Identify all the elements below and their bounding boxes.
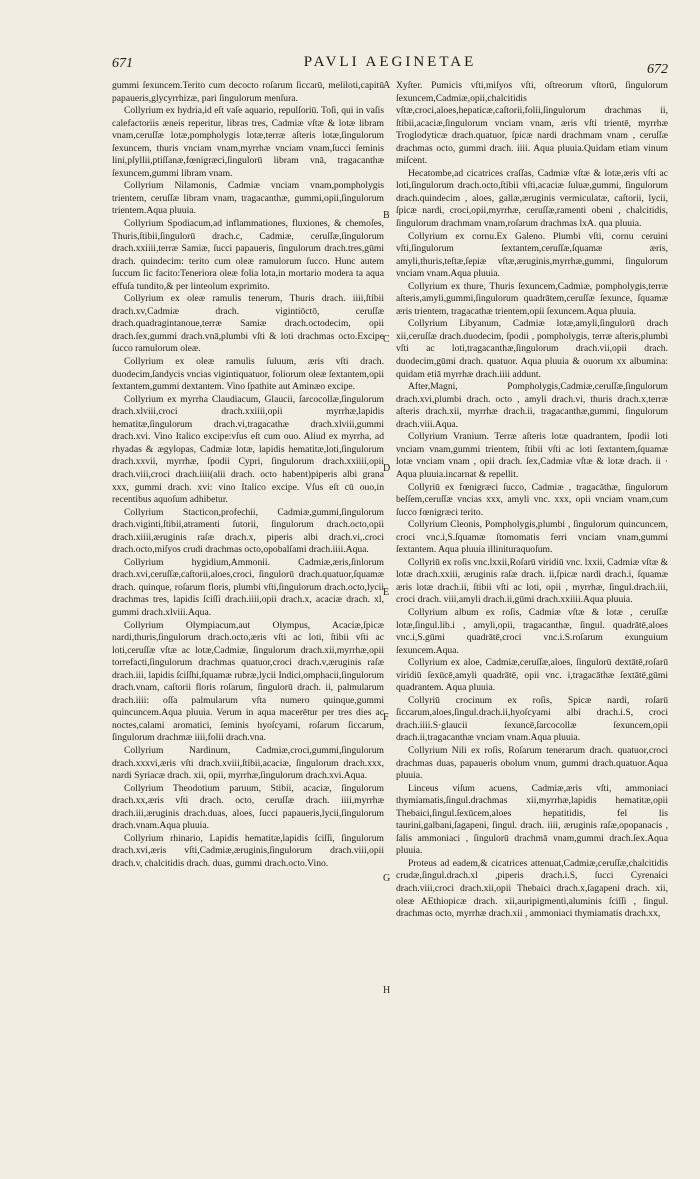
- margin-letter-b: B: [383, 210, 390, 221]
- margin-letters: [383, 80, 395, 1080]
- paragraph: Collyrium Vranium. Terræ aſteris lotæ quadrantem, ſpodii loti vnciam vnam,gummi trientem, ſtibii vſti ac loti ſextantem,ſquamæ lotæ vnciam vnam , opii drach. ſex,Cadmiæ vſtæ & lotæ drach. ii · Aqua pluuia.incarnat & repellit.: [396, 431, 668, 480]
- paragraph: Collyrium Nilamonis, Cadmiæ vnciam vnam,pompholygis trientem, ceruſſæ libram vnam, tragacanthæ, gummi,opii,ſingulorum trientem.Aqua pluuia.: [112, 180, 384, 217]
- paragraph: Collyrium Nili ex roſis, Roſarum tenerarum drach. quatuor,croci drachmas duas, papaueris obolum vnum, gummi drach.quatuor.Aqua pluuia.: [396, 744, 668, 782]
- paragraph: Collyrium hygidium,Ammonii. Cadmiæ,æris,ſinlorum drach.xvi,ceruſſæ,caſtorii,aloes,croci, ſingulorū drach.quatuor,ſquamæ drach. quinque, roſarum floris, plumbi vſti,ſingulorum drach.octo,lycii drachmas tres, lapidis ſciſſi drach.iiii,opii drach.x, acaciæ drach. xl, gummi drach.xlviii.Aqua.: [112, 556, 384, 618]
- margin-letter-g: G: [383, 873, 391, 884]
- paragraph: Xyſter. Pumicis vſti,miſyos vſti, oſtreorum vſtorū, ſingulorum ſexuncem,Cadmiæ,opii,chalcitidis vſtæ,croci,aloes,hepaticæ,caſtorii,folii,ſingulorum drachmas ii, ſtibii,acaciæ,ſingulorum vnciam vnam, æris vſti trientē, myrrhæ Troglodyticæ drach.quatuor, ſpicæ nardi drachmam vnam , ceruſſæ drachmas octo, gummi drach. iiii. Aqua pluuia.Quidam etiam vinum miſcent.: [396, 80, 668, 167]
- paragraph: Linceus viſum acuens, Cadmiæ,æris vſti, ammoniaci thymiamatis,ſingul.drachmas xii,myrrhæ,lapidis hematitæ,opii Thebaici,ſingul.ſexūcem,aloes hepatitidis, fel lis taurini,galbani,ſagapeni, ſingul. drach. iiii, æruginis raſæ,opopanacis , ſalis ammoniaci , ſingulorū drachmā vnam,gummi drach.ſex.Aqua pluuia.: [396, 782, 668, 857]
- paragraph: Collyrium ex oleæ ramulis tenerum, Thuris drach. iiii,ſtibii drach.xv,Cadmiæ drach. vigintiōctō, ceruſſæ drach.quadragintanoue,terræ Samiæ drach.octodecim, opii drach.ſex,gummi drach.vnā,plumbi vſti & loti drachmas octo.Excipe ſucco ramulorum oleæ.: [112, 293, 384, 355]
- paragraph: Collyrium Spodiacum,ad inflammationes, fluxiones, & chemoſes, Thuris,ſtibii,ſingulorū drach.c, Cadmiæ, ceruſſæ,ſingulorum drach.xxiiii,terræ Samiæ, ſucci papaueris, ſingulorum drach.tres,gūmi drach. quindecim: terito cum oleæ ramulorum ſucco. Hunc autem ſuccum ſic facito:Teneriora oleæ folia lota,in mortario modera ta aqua effuſa tundito,& per linteolum exprimito.: [112, 218, 384, 292]
- paragraph: Collyrium Stacticon,profechii, Cadmiæ,gummi,ſingulorum drach.viginti,ſtibii,atramenti ſutorii, ſingulorum drach.octo,opii drach.xiiii,æruginis raſæ drach.x, piperis albi drach.vi,.croci drach.octo,miſyos crudi drachmas octo,opobalſami drach.iiii.Aqua.: [112, 506, 384, 556]
- margin-letter-h: H: [383, 985, 391, 996]
- paragraph: Collyrium Nardinum, Cadmiæ,croci,gummi,ſingulorum drach.xxxvi,æris vſti drach.xviii,ſtibii,acaciæ, ſingulorum drach.xxx, nardi Syriacæ drach. xii, opii, myrrhæ,ſingulorum drach.xvi.Aqua.: [112, 744, 384, 782]
- paragraph: Collyrium Cleonis, Pompholygis,plumbi , ſingulorum quincuncem, croci vnc.i,S.ſquamæ ſtomomatis ferri vnciam vnam,gummi ſextantem. Aqua pluuia illinituraquoſum.: [396, 519, 668, 556]
- margin-letter-c: C: [383, 334, 390, 345]
- paragraph: Collyrium ex oleæ ramulis ſuluum, æris vſti drach. duodecim,ſandycis vncias vigintiquatuor, foliorum oleæ ſextantem,opii ſextantem,gummi dextantem. Vino ſpathite aut Aminæo excipe.: [112, 356, 384, 393]
- left-column: [112, 80, 384, 1080]
- paragraph: Collyrium Libyanum, Cadmiæ lotæ,amyli,ſingulorū drach xii,ceruſſæ drach.duodecim, ſpodii , pompholygis, terræ aſteris,plumbi vſti ac loti,tragacanthæ,ſingulorum drach.vii,opii drach. duodecim,gūmi drach. quatuor. Aqua pluuia & ouorum xx albumina: quidam etiā myrrhæ drach.iiii addunt.: [396, 318, 668, 380]
- folio-left: 671: [112, 56, 133, 71]
- margin-letter-a: A: [383, 80, 391, 91]
- paragraph: Collyrium ex thure, Thuris ſexuncem,Cadmiæ, pompholygis,terræ aſteris,amyli,gummi,ſingulorum quadrātem,ceruſſæ ſexunce, ſquamæ æris trientem, tragacathæ trientem,opii ſexuncem.Aqua pluuia.: [396, 280, 668, 317]
- page-header: [112, 54, 668, 76]
- margin-letter-f: F: [383, 712, 389, 723]
- paragraph: gummi ſexuncem.Terito cum decocto roſarum ſiccarū, meliloti,capitū papaueris,glycyrrhizæ, pari ſingulorum menſura.: [112, 80, 384, 104]
- margin-letter-d: D: [383, 463, 391, 474]
- paragraph: Collyrium album ex roſis, Cadmiæ vſtæ & lotæ , ceruſſæ lotæ,ſingul.lib.i , amyli,opii, tragacanthæ, ſingul. quadrātē,aloes vnc.i,S.gūmi quadrātē,croci vnc.i.S.roſarum exunguium ſexuncem.Aqua.: [396, 606, 668, 656]
- paragraph: Collyrium ex cornu.Ex Galeno. Plumbi vſti, cornu ceruini vſti,ſingulorum ſextantem,ceruſſæ,ſquamæ æris, amyli,thuris,teſtæ,ſepiæ vſtæ,æruginis,myrrhæ,gummi, ſingulorum vnciam vnam.Aqua pluuia.: [396, 230, 668, 280]
- paragraph: Collyrium rhinario, Lapidis hematitæ,lapidis ſciſſi, ſingulorum drach.xvi,æris vſti,Cadmiæ,æruginis,ſingulorum drach.viii,opii drach.v, chalcitidis drach. duas, gummi drach.octo.Vino.: [112, 832, 384, 869]
- right-column: [396, 80, 668, 1080]
- paragraph: Collyriū ex roſis vnc.lxxii,Roſarū viridiū vnc. lxxii, Cadmiæ vſtæ & lotæ drach.xxiii, æruginis raſæ drach. ii,ſpicæ nardi drach.i, ſquamæ æris lotæ drach.ii, ſtibii vſti ac loti, opii , myrrhæ, ſingul.drach.iii, croci drach. viii,amyli drach.ii,gūmi drach.xxiiii.Aqua pluuia.: [396, 556, 668, 606]
- paragraph: Collyrium Olympiacum,aut Olympus, Acaciæ,ſpicæ nardi,thuris,ſingulorum drach.octo,æris vſti ac loti, ſtibii vſti ac loti,ceruſſæ vſtæ ac lotæ,Cadmiæ, ſingulorum drach.xii,myrrhæ,opii torrefacti,ſingulorum drachmas quatuor,croci drach.v,æruginis raſæ drach.iii, lapidis ſciſſhi,ſquamæ rubræ,lycii Indici,omphacii,ſingulorum drach.vnam, caſtorii floris roſarum, ſingulorū drach. ii, palmularum drach.iiii: oſſa palmularum vſta numero quinque,gummi quincuncem.Aqua pluuia. Verum in aqua macerētur per tres dies ac noctes,calami aromatici, ſeminis hyoſcyami, roſarum ſiccarum, ſingulorum drachmæ iiii,folii drach.vna.: [112, 619, 384, 744]
- paragraph: Collyrium ex myrrha Claudiacum, Glaucii, ſarcocollæ,ſingulorum drach.xlviii,croci drach.xxiiii,opii myrrhæ,lapidis hematitæ,ſingulorum drach.vi,tragacathæ drach.xlviii,gummi drach.xvi. Vino Italico excipe:vſus eſt cum ouo. Aliud ex myrrha, ad rhyadas & ægylopas, Cadmiæ lotæ, lapidis hematitæ,loti,ſingulorum drach.xxvii, myrrhæ, ſpodii Cypri, ſingulorum drach.xxiiii,opii drach.viii,croci drach.iiii(alii drach. octo habent)piperis albi grana xxx, gummi drach. xvi: vino Italico excipe. Vſus eſt cū ouo,in recentibus aquoſum adhibetur.: [112, 393, 384, 506]
- running-title: PAVLI AEGINETAE: [303, 54, 477, 70]
- paragraph: Collyrium ex aloe, Cadmiæ,ceruſſæ,aloes, ſingulorū dextātē,roſarū viridiū ſexūcē,amyli quadrātē, opii vnc. i,tragacāthæ ſextātē,gūmi quadrantem. Aqua pluuia.: [396, 657, 668, 694]
- paragraph: Collyrium Theodotium paruum, Stibii, acaciæ, ſingulorum drach.xx,æris vſti drach. octo, ceruſſæ drach. iiii,myrrhæ drach.iii,æruginis drach.duas, aloes, ſucci papaueris,lycii,ſingulorum drach.vnam.Aqua pluuia.: [112, 782, 384, 832]
- paragraph: After,Magni, Pompholygis,Cadmiæ,ceruſſæ,ſingulorum drach.xvi,plumbi drach. octo , amyli drach.vi, thuris drach.x,terræ aſteris drach.xii, myrrhæ drach.ii, tragacanthæ,gummi, ſingulorum drach.viii.Aqua.: [396, 381, 668, 430]
- paragraph: Collyrium ex hydria,id eſt vaſe aquario, repulſoriū. Toſi, qui in vaſis calefactoriis æneis reperitur, libras tres, Cadmiæ vſtæ & lotæ libram vnam,ceruſſæ lotæ,pompholygis lotæ,terræ aſteris lotæ,ſingulorum ſexuncem, thuris vnciam vnam,myrrhæ vnciam vnam,ſucci ſeminis lini,pſyllii,ptiſſanæ,fœnigræci,ſingulorū libram vnā, tragacanthæ ſexuncem,gummi libram vnam.: [112, 105, 384, 179]
- paragraph: Collyriū crocinum ex roſis, Spicæ nardi, roſarū ſiccarum,aloes,ſingul.drach.ii,hyoſcyami albi drach.i.S, croci drach.iiii.S·glaucii ſexuncē,ſarcocollæ ſexuncem,opii drach.ii,tragacanthæ vnciam vnam.Aqua pluuia.: [396, 694, 668, 744]
- paragraph: Hecatombe,ad cicatrices craſſas, Cadmiæ vſtæ & lotæ,æris vſti ac loti,ſingulorum drach.octo,ſtibii vſti,acaciæ ſuluæ,gummi, ſingulorum drach.quindecim , aloes, gallæ,æruginis vermiculatæ, caſtorii, lycii, ſpicæ nardi, croci,opii,myrrhæ, ceruſſæ,ramenti obeni , chalcitidis, ſingulorum drachmam vnam,roſarum drachmas lxA. qua pluuia.: [396, 167, 668, 230]
- paragraph: Proteus ad eadem,& cicatrices attenuat,Cadmiæ,ceruſſæ,chalcitidis crudæ,ſingul.drach.xl ,piperis drach.i.S, ſucci Cyrenaici drach.viii,croci drach.xii,opii Thebaici drach.x,ſagapeni drach. xii, oleæ AEthiopicæ drach. xii,auripigmenti,aluminis ſciſſi , ſingul. drachmas octo, myrrhæ drach.xii , ammoniaci thymiamatis drach.xx,: [396, 857, 668, 920]
- paragraph: Collyriū ex fœnigræci ſucco, Cadmiæ , tragacāthæ, ſingulorum beſſem,ceruſſæ vncias xxx, amyli vnc. xxx, opii vnciam vnam,cum ſucco fœnigræci terito.: [396, 481, 668, 518]
- folio-right: 672: [647, 62, 668, 77]
- margin-letter-e: E: [383, 587, 390, 598]
